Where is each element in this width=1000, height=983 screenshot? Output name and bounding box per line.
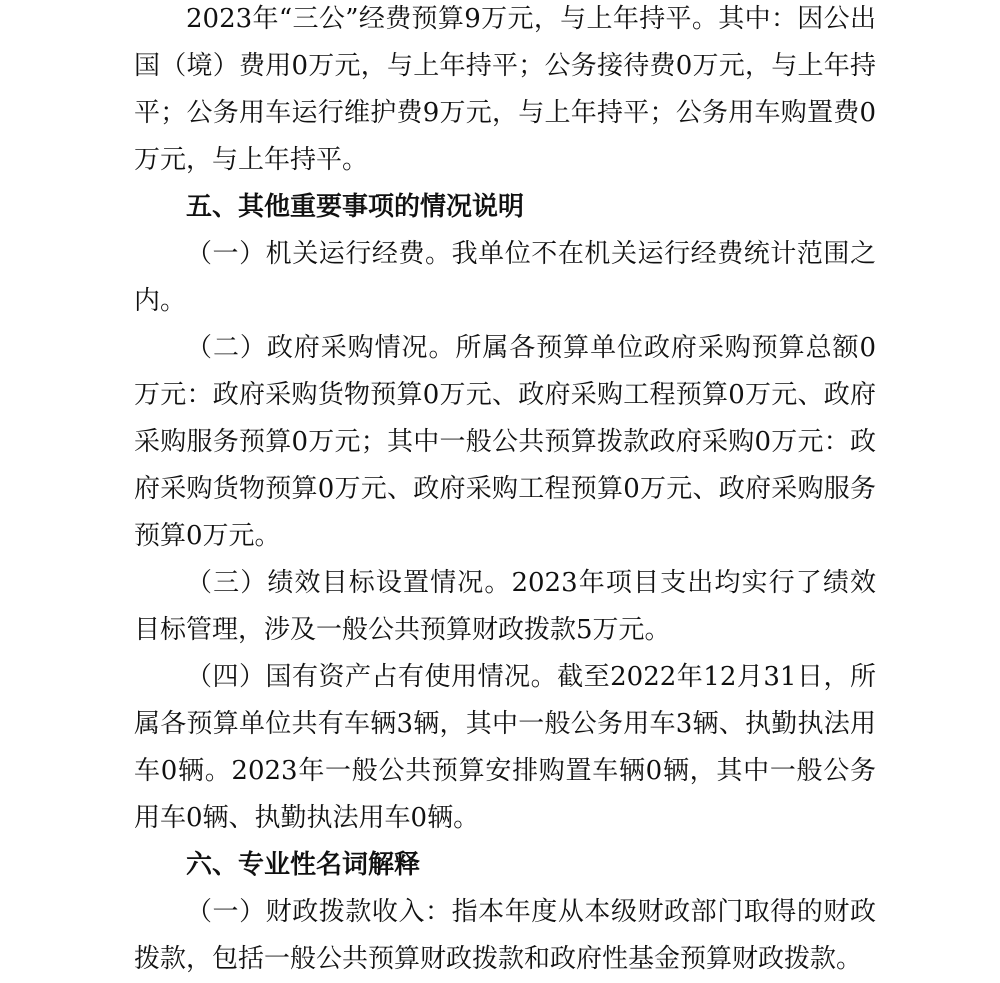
paragraph-fiscal-appropriation-income: （一）财政拨款收入：指本年度从本级财政部门取得的财政拨款，包括一般公共预算财政拨款和政府性基金预算财政拨款。 [134, 897, 876, 974]
paragraph-state-assets: （四）国有资产占有使用情况。截至2022年12月31日，所属各预算单位共有车辆3辆，其中一般公务用车3辆、执勤执法用车0辆。2023年一般公共预算安排购置车辆0辆，其中一般公务用车0辆、执勤执法用车0辆。 [134, 662, 876, 833]
section-heading-other-matters: 五、其他重要事项的情况说明 [186, 192, 525, 222]
paragraph-operating-expenses: （一）机关运行经费。我单位不在机关运行经费统计范围之内。 [134, 239, 876, 316]
document-body [134, 0, 876, 983]
paragraph-government-procurement: （二）政府采购情况。所属各预算单位政府采购预算总额0万元：政府采购货物预算0万元、政府采购工程预算0万元、政府采购服务预算0万元；其中一般公共预算拨款政府采购0万元：政府采购货物预算0万元、政府采购工程预算0万元、政府采购服务预算0万元。 [134, 333, 876, 551]
paragraph-performance-targets: （三）绩效目标设置情况。2023年项目支出均实行了绩效目标管理，涉及一般公共预算财政拨款5万元。 [134, 568, 876, 645]
section-heading-terminology: 六、专业性名词解释 [186, 850, 421, 880]
paragraph-three-public-expenses: 2023年“三公”经费预算9万元，与上年持平。其中：因公出国（境）费用0万元，与上年持平；公务接待费0万元，与上年持平；公务用车运行维护费9万元，与上年持平；公务用车购置费0万元，与上年持平。 [134, 4, 876, 175]
